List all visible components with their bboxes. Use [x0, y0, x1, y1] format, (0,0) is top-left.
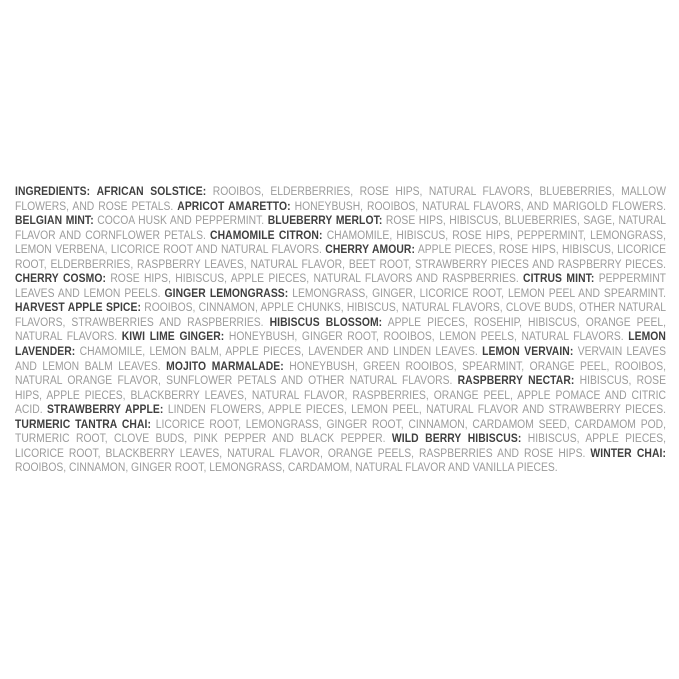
- flavor-name: BLUEBERRY MERLOT:: [267, 213, 383, 228]
- flavor-name: AFRICAN SOLSTICE:: [96, 184, 207, 198]
- flavor-name: MOJITO MARMALADE:: [166, 358, 284, 373]
- flavor-ingredients: HONEYBUSH, GINGER ROOT, ROOIBOS, LEMON PEELS, NATURAL FLAVORS.: [228, 329, 624, 344]
- flavor-name: HIBISCUS BLOSSOM:: [269, 314, 383, 329]
- flavor-name: WINTER CHAI:: [590, 445, 666, 460]
- flavor-name: CHERRY AMOUR:: [325, 242, 416, 257]
- flavor-name: BELGIAN MINT:: [15, 213, 94, 228]
- flavor-ingredients: ROSE HIPS, HIBISCUS, APPLE PIECES, NATURAL FLAVORS AND RASPBERRIES.: [110, 271, 519, 286]
- flavor-name: KIWI LIME GINGER:: [121, 329, 225, 344]
- flavor-ingredients: ROSE HIPS, HIBISCUS, BLUEBERRIES, SAGE, NATURAL FLAVOR AND CORNFLOWER PETALS.: [15, 213, 666, 242]
- flavor-ingredients: ROOIBOS, CINNAMON, APPLE CHUNKS, HIBISCUS, NATURAL FLAVORS, CLOVE BUDS, OTHER NATURAL FLAVORS, STRAWBERRIES AND RASPBERRIES.: [15, 300, 666, 329]
- flavor-name: CHERRY COSMO:: [15, 271, 107, 286]
- flavor-name: GINGER LEMONGRASS:: [164, 285, 289, 300]
- flavor-name: HARVEST APPLE SPICE:: [15, 300, 141, 315]
- flavor-name: STRAWBERRY APPLE:: [47, 402, 164, 417]
- flavor-name: WILD BERRY HIBISCUS:: [391, 431, 522, 446]
- flavor-name: CITRUS MINT:: [523, 271, 595, 286]
- flavor-ingredients: PEPPERMINT LEAVES AND LEMON PEELS.: [15, 271, 666, 300]
- flavor-ingredients: HIBISCUS, APPLE PIECES, LICORICE ROOT, BLACKBERRY LEAVES, NATURAL FLAVOR, ORANGE PEELS, RASPBERRIES AND ROSE HIPS.: [15, 431, 666, 460]
- flavor-name: RASPBERRY NECTAR:: [457, 373, 575, 388]
- flavor-name: APRICOT AMARETTO:: [177, 198, 291, 213]
- flavor-ingredients: HIBISCUS, ROSE HIPS, APPLE PIECES, BLACKBERRY LEAVES, NATURAL FLAVOR, RASPBERRIES, ORANGE PEEL, APPLE POMACE AND CITRIC ACID.: [15, 373, 666, 417]
- flavor-ingredients: LICORICE ROOT, LEMONGRASS, GINGER ROOT, CINNAMON, CARDAMOM SEED, CARDAMOM POD, TURMERIC ROOT, CLOVE BUDS, PINK PEPPER AND BLACK PEPPER.: [15, 416, 667, 446]
- ingredients-panel: [15, 184, 666, 496]
- flavor-ingredients: COCOA HUSK AND PEPPERMINT.: [97, 213, 265, 228]
- ingredients-label: INGREDIENTS:: [15, 184, 91, 198]
- flavor-name: TURMERIC TANTRA CHAI:: [15, 416, 151, 431]
- flavor-name: LEMON LAVENDER:: [15, 329, 666, 359]
- flavor-ingredients: APPLE PIECES, ROSE HIPS, HIBISCUS, LICORICE ROOT, ELDERBERRIES, RASPBERRY LEAVES, NATURAL FLAVOR, BEET ROOT, STRAWBERRY PIECES AND RASPBERRY PIECES.: [15, 242, 666, 271]
- flavor-ingredients: CHAMOMILE, HIBISCUS, ROSE HIPS, PEPPERMINT, LEMONGRASS, LEMON VERBENA, LICORICE ROOT AND NATURAL FLAVORS.: [15, 227, 666, 257]
- flavor-name: CHAMOMILE CITRON:: [210, 227, 323, 242]
- flavor-ingredients: HONEYBUSH, GREEN ROOIBOS, SPEARMINT, ORANGE PEEL, ROOIBOS, NATURAL ORANGE FLAVOR, SUNFLOWER PETALS AND OTHER NATURAL FLAVORS.: [15, 358, 666, 388]
- ingredients-text: [15, 184, 666, 475]
- flavor-ingredients: ROOIBOS, CINNAMON, GINGER ROOT, LEMONGRASS, CARDAMOM, NATURAL FLAVOR AND VANILLA PIECES.: [15, 460, 558, 475]
- flavor-ingredients: CHAMOMILE, LEMON BALM, APPLE PIECES, LAVENDER AND LINDEN LEAVES.: [79, 344, 478, 359]
- flavor-ingredients: APPLE PIECES, ROSEHIP, HIBISCUS, ORANGE PEEL, NATURAL FLAVORS.: [15, 314, 666, 344]
- flavor-ingredients: LEMONGRASS, GINGER, LICORICE ROOT, LEMON PEEL AND SPEARMINT.: [292, 285, 666, 300]
- flavor-ingredients: ROOIBOS, ELDERBERRIES, ROSE HIPS, NATURAL FLAVORS, BLUEBERRIES, MALLOW FLOWERS, AND ROSE PETALS.: [15, 184, 666, 213]
- flavor-ingredients: LINDEN FLOWERS, APPLE PIECES, LEMON PEEL, NATURAL FLAVOR AND STRAWBERRY PIECES.: [167, 402, 666, 417]
- flavor-ingredients: HONEYBUSH, ROOIBOS, NATURAL FLAVORS, AND MARIGOLD FLOWERS.: [294, 198, 666, 213]
- flavor-ingredients: VERVAIN LEAVES AND LEMON BALM LEAVES.: [15, 344, 666, 373]
- flavor-name: LEMON VERVAIN:: [482, 344, 574, 359]
